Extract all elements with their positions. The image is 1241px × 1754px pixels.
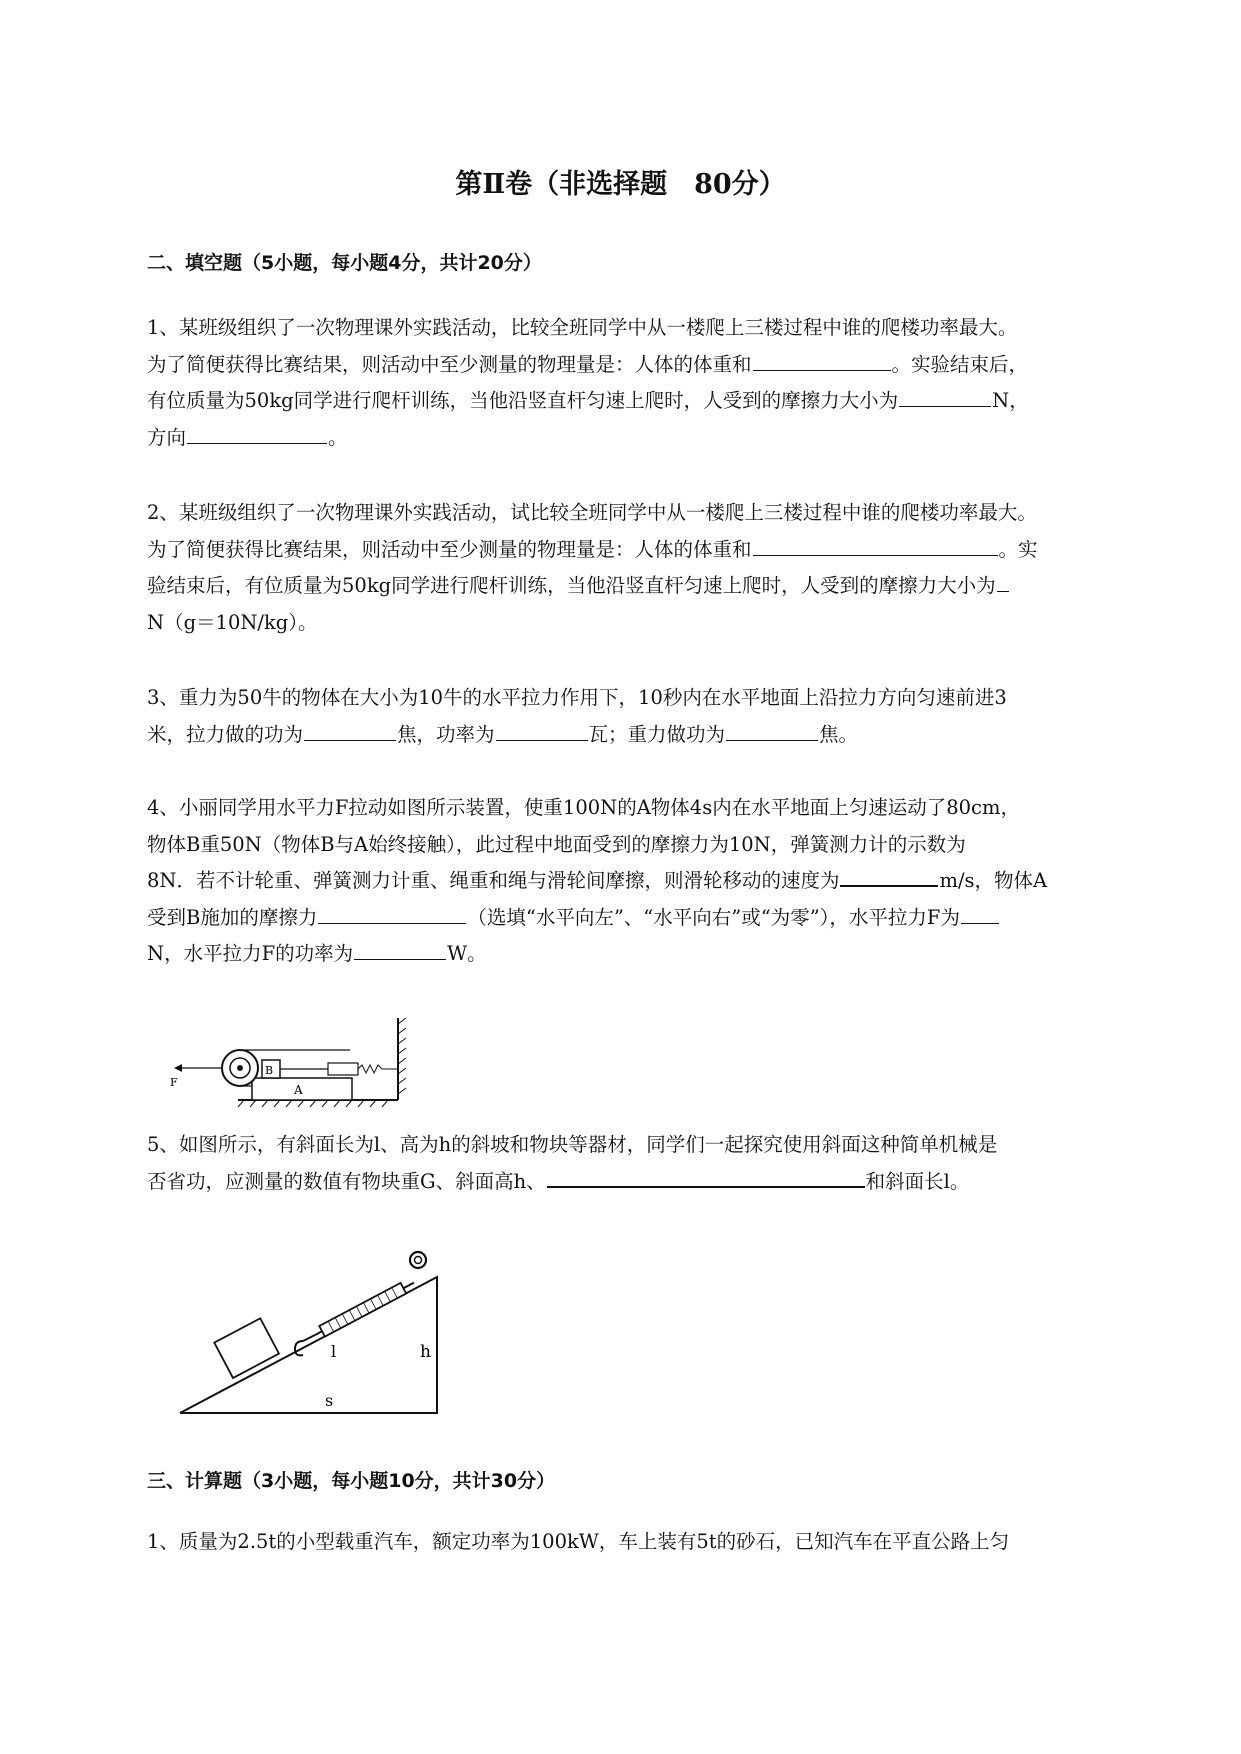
section-heading-fill-in: 二、填空题（5小题，每小题4分，共计20分） <box>147 252 542 274</box>
q1-line-1: 1、某班级组织了一次物理课外实践活动，比较全班同学中从一楼爬上三楼过程中谁的爬楼功率最大。 <box>147 316 1018 339</box>
answer-blank[interactable] <box>547 1164 865 1188</box>
q4-line-4: 受到B施加的摩擦力 （选填“水平向左”、“水平向右”或“为零”），水平拉力F为 <box>147 900 1157 937</box>
q1-line-4: 方向 。 <box>147 420 1157 457</box>
answer-blank[interactable] <box>187 421 327 444</box>
q2-line-4: N（g＝10N/kg）。 <box>147 610 318 634</box>
answer-blank[interactable] <box>318 901 466 924</box>
label-force-f: F <box>170 1076 178 1089</box>
answer-blank[interactable] <box>304 718 396 741</box>
q2-line-2: 为了简便获得比赛结果，则活动中至少测量的物理量是：人体的体重和 。实 <box>147 532 1157 569</box>
answer-blank[interactable] <box>753 533 998 556</box>
calc-q1-line-1: 1、质量为2.5t的小型载重汽车，额定功率为100kW，车上装有5t的砂石，已知汽车在平直公路上匀 <box>147 1530 1010 1553</box>
q2-line-3: 验结束后，有位质量为50kg同学进行爬杆训练，当他沿竖直杆匀速上爬时，人受到的摩擦力大小为 <box>147 568 1157 605</box>
answer-blank[interactable] <box>997 569 1009 592</box>
q5-line-2: 否省功，应测量的数值有物块重G、斜面高h、 和斜面长l。 <box>147 1164 1157 1201</box>
q1-line-3: 有位质量为50kg同学进行爬杆训练，当他沿竖直杆匀速上爬时，人受到的摩擦力大小为 N， <box>147 383 1157 420</box>
inclined-plane-figure <box>175 1245 455 1420</box>
q5-line-1: 5、如图所示，有斜面长为l、高为h的斜坡和物块等器材，同学们一起探究使用斜面这种简单机械是 <box>147 1133 998 1156</box>
q4-line-2: 物体B重50N（物体B与A始终接触），此过程中地面受到的摩擦力为10N，弹簧测力计的示数为 <box>147 832 966 856</box>
label-base: s <box>325 1391 334 1410</box>
q4-line-1: 4、小丽同学用水平力F拉动如图所示装置，使重100N的A物体4s内在水平地面上匀速运动了80cm， <box>147 796 1020 819</box>
answer-blank[interactable] <box>840 863 938 887</box>
q1-line-2: 为了简便获得比赛结果，则活动中至少测量的物理量是：人体的体重和 。实验结束后， <box>147 347 1157 384</box>
answer-blank[interactable] <box>961 901 999 924</box>
pulley-apparatus-figure <box>170 1010 410 1110</box>
q4-line-3: 8N．若不计轮重、弹簧测力计重、绳重和绳与滑轮间摩擦，则滑轮移动的速度为 m/s，物体A <box>147 863 1157 900</box>
label-block-b: B <box>265 1064 274 1077</box>
label-height: h <box>420 1342 431 1362</box>
answer-blank[interactable] <box>354 937 446 960</box>
section-heading-calculation: 三、计算题（3小题，每小题10分，共计30分） <box>147 1470 556 1492</box>
question-1 <box>147 310 1157 456</box>
question-3 <box>147 680 1157 753</box>
question-4 <box>147 790 1157 973</box>
answer-blank[interactable] <box>899 384 991 407</box>
calc-question-1 <box>147 1524 1157 1561</box>
answer-blank[interactable] <box>753 348 891 371</box>
answer-blank[interactable] <box>726 718 818 741</box>
q4-line-5: N，水平拉力F的功率为 W。 <box>147 936 1157 973</box>
page-title: 第Ⅱ卷（非选择题 80分） <box>455 169 786 200</box>
answer-blank[interactable] <box>496 718 588 741</box>
question-2 <box>147 495 1157 641</box>
question-5 <box>147 1127 1157 1200</box>
label-block-a: A <box>294 1083 303 1097</box>
q2-line-1: 2、某班级组织了一次物理课外实践活动，试比较全班同学中从一楼爬上三楼过程中谁的爬楼功率最大。 <box>147 501 1037 524</box>
q3-line-2: 米，拉力做的功为 焦，功率为 瓦；重力做功为 焦。 <box>147 717 1157 754</box>
label-slope-length: l <box>331 1342 337 1361</box>
q3-line-1: 3、重力为50牛的物体在大小为10牛的水平拉力作用下，10秒内在水平地面上沿拉力方向匀速前进3 <box>147 686 1007 709</box>
